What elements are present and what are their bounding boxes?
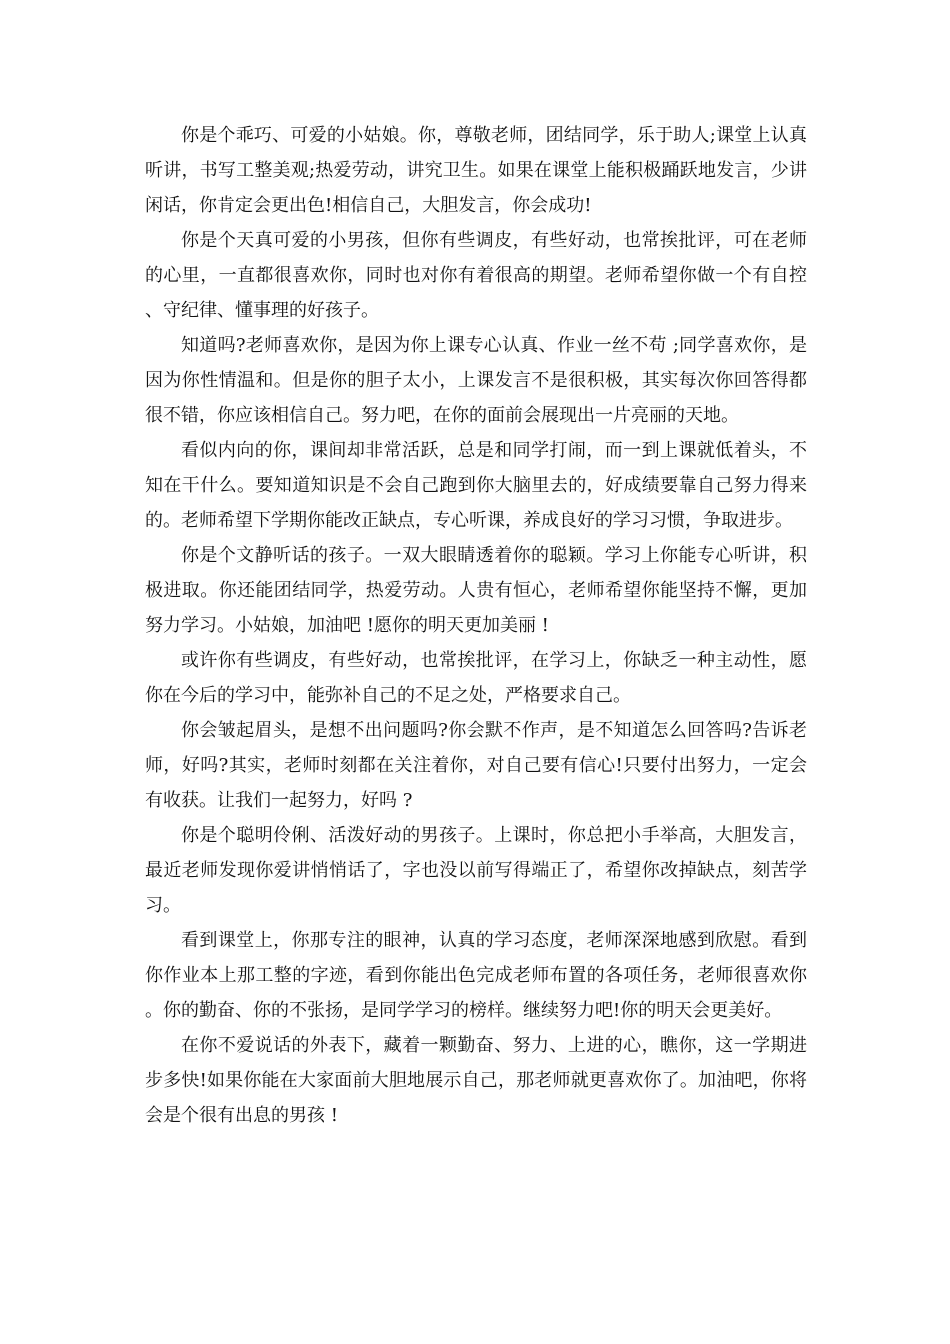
paragraph-3: 知道吗?老师喜欢你，是因为你上课专心认真、作业一丝不苟 ;同学喜欢你，是因为你性情温和。但是你的胆子太小，上课发言不是很积极，其实每次你回答得都很不错，你应该相信自己。努力吧，在你的面前会展现出一片亮丽的天地。 — [145, 335, 807, 426]
paragraph-5: 你是个文静听话的孩子。一双大眼睛透着你的聪颖。学习上你能专心听讲，积极进取。你还能团结同学，热爱劳动。人贵有恒心，老师希望你能坚持不懈，更加努力学习。小姑娘，加油吧 !愿你的明天更加美丽 ! — [145, 545, 807, 636]
document-body — [145, 118, 807, 1133]
paragraph-6: 或许你有些调皮，有些好动，也常挨批评，在学习上，你缺乏一种主动性，愿你在今后的学习中，能弥补自己的不足之处，严格要求自己。 — [145, 650, 807, 706]
paragraph-8: 你是个聪明伶俐、活泼好动的男孩子。上课时，你总把小手举高，大胆发言，最近老师发现你爱讲悄悄话了，字也没以前写得端正了，希望你改掉缺点，刻苦学习。 — [145, 825, 807, 916]
paragraph-2: 你是个天真可爱的小男孩，但你有些调皮，有些好动，也常挨批评，可在老师的心里，一直都很喜欢你，同时也对你有着很高的期望。老师希望你做一个有自控、守纪律、懂事理的好孩子。 — [145, 230, 807, 321]
paragraph-10: 在你不爱说话的外表下，藏着一颗勤奋、努力、上进的心，瞧你，这一学期进步多快!如果你能在大家面前大胆地展示自己，那老师就更喜欢你了。加油吧，你将会是个很有出息的男孩 ! — [145, 1035, 807, 1126]
paragraph-4: 看似内向的你，课间却非常活跃，总是和同学打闹，而一到上课就低着头，不知在干什么。要知道知识是不会自己跑到你大脑里去的，好成绩要靠自己努力得来的。老师希望下学期你能改正缺点，专心听课，养成良好的学习习惯，争取进步。 — [145, 440, 807, 531]
paragraph-9: 看到课堂上，你那专注的眼神，认真的学习态度，老师深深地感到欣慰。看到你作业本上那工整的字迹，看到你能出色完成老师布置的各项任务，老师很喜欢你。你的勤奋、你的不张扬，是同学学习的榜样。继续努力吧!你的明天会更美好。 — [145, 930, 807, 1021]
paragraph-7: 你会皱起眉头，是想不出问题吗?你会默不作声，是不知道怎么回答吗?告诉老师，好吗?其实，老师时刻都在关注着你，对自己要有信心!只要付出努力，一定会有收获。让我们一起努力，好吗 ? — [145, 720, 807, 811]
paragraph-1: 你是个乖巧、可爱的小姑娘。你，尊敬老师，团结同学，乐于助人;课堂上认真听讲，书写工整美观;热爱劳动，讲究卫生。如果在课堂上能积极踊跃地发言，少讲闲话，你肯定会更出色!相信自己，大胆发言，你会成功! — [145, 125, 807, 216]
